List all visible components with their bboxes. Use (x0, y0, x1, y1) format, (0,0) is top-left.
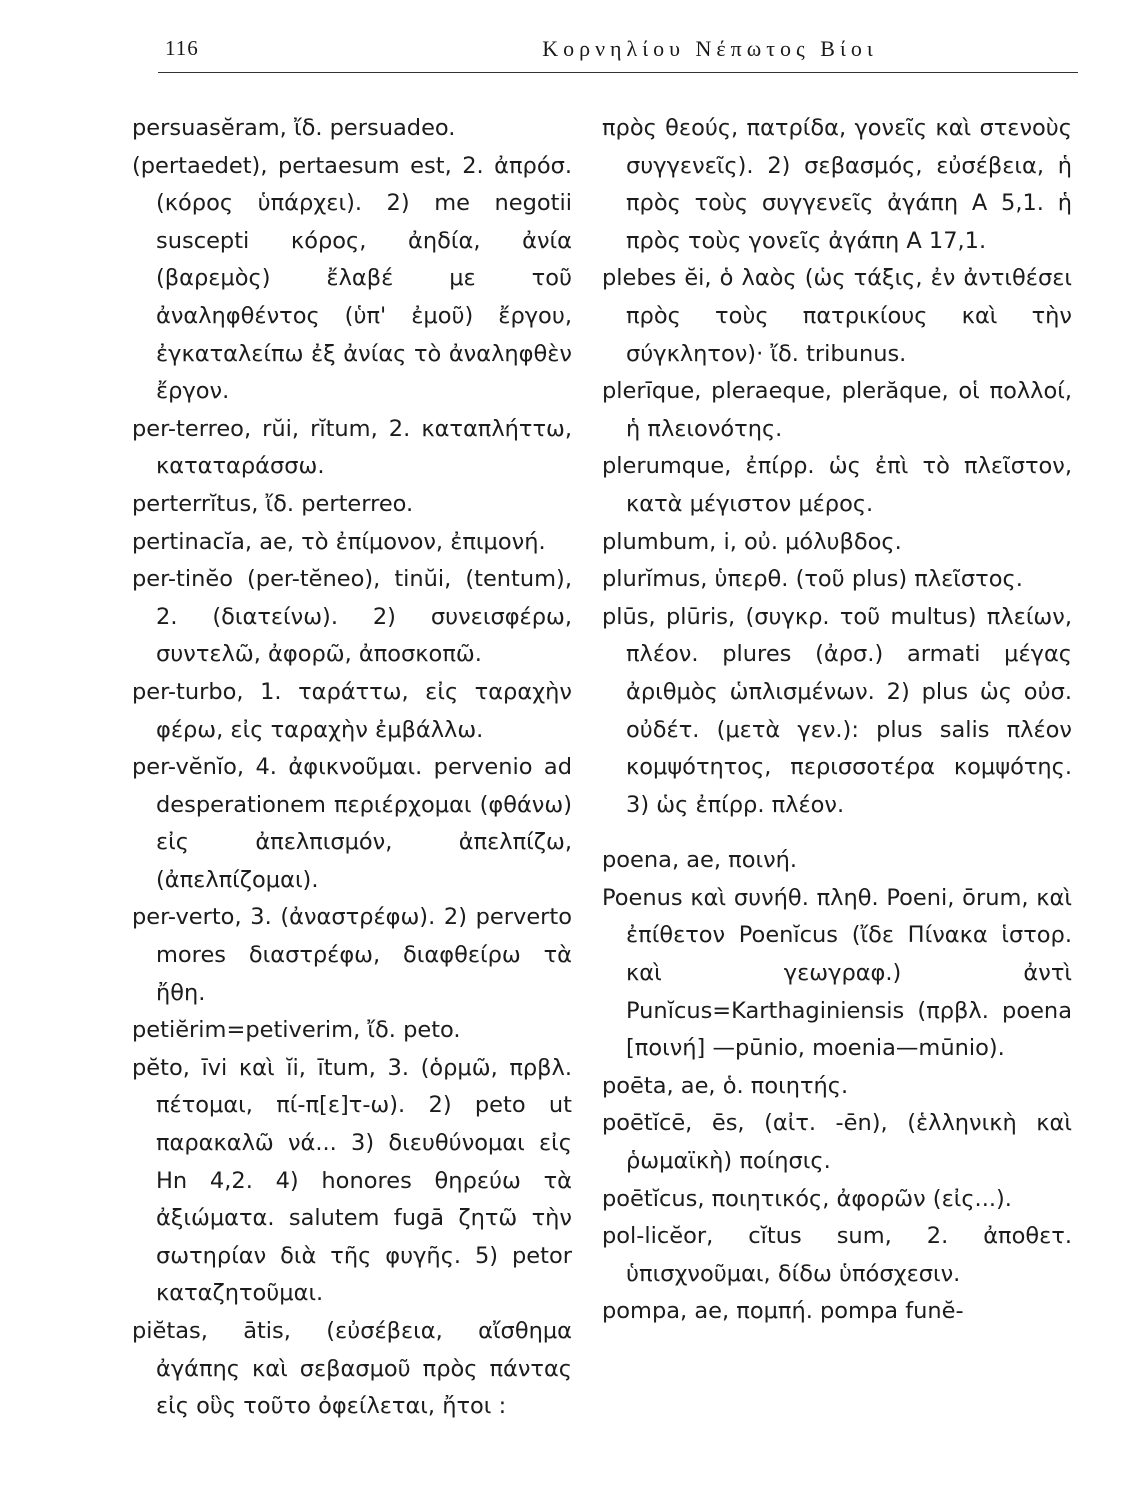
dictionary-entry: persuasĕram, ἴδ. persuadeo. (132, 115, 456, 141)
dictionary-entry: plumbum, i, οὐ. μόλυβδος. (602, 528, 902, 555)
dictionary-entry: plerumque, ἐπίρρ. ὡς ἐπὶ τὸ πλεῖστον, κατὰ μέγιστον μέρος. (602, 453, 1072, 517)
dictionary-entry: pertinacĭa, ae, τὸ ἐπίμονον, ἐπιμονή. (132, 528, 546, 555)
dictionary-entry: per-turbo, 1. ταράττω, εἰς ταραχὴν φέρω, εἰς ταραχὴν ἐμβάλλω. (132, 678, 572, 743)
dictionary-entry: πρὸς θεούς, πατρίδα, γονεῖς καὶ στενοὺς συγγενεῖς). 2) σεβασμός, εὐσέβεια, ἡ πρὸς τοὺς συγγενεῖς ἀγάπη A 5,1. ἡ πρὸς τοὺς γονεῖς ἀγάπη A 17,1. (602, 115, 1072, 254)
dictionary-entry: Poenus καὶ συνήθ. πληθ. Poeni, ōrum, καὶ ἐπίθετον Poenĭcus (ἴδε Πίνακα ἱστορ. καὶ γεωγραφ.) ἀντὶ Punĭcus=Karthaginiensis (πρβλ. poena [ποινή] —pūnio, moenia—mūnio). (602, 884, 1072, 1062)
dictionary-entry: (pertaedet), pertaesum est, 2. ἀπρόσ. (κόρος ὑπάρχει). 2) me negotii suscepti κόρος, ἀηδία, ἀνία (βαρεμὸς) ἔλαβέ με τοῦ ἀναληφθέντος (ὑπ' ἐμοῦ) ἔργου, ἐγκαταλείπω ἐξ ἀνίας τὸ ἀναληφθὲν ἔργον. (132, 152, 572, 405)
page-header (165, 36, 1080, 72)
dictionary-entry: petiĕrim=petiverim, ἴδ. peto. (132, 1017, 461, 1044)
dictionary-entry: pol-licĕor, cĭtus sum, 2. ἀποθετ. ὑπισχνοῦμαι, δίδω ὑπόσχεσιν. (602, 1223, 1072, 1287)
dictionary-entry: plerīque, pleraeque, plerăque, οἱ πολλοί, ἡ πλειονότης. (602, 378, 1072, 442)
dictionary-entry: pĕto, īvi καὶ ĭi, ītum, 3. (ὁρμῶ, πρβλ. πέτομαι, πί-π[ε]τ-ω). 2) peto ut παρακαλῶ νά... 3) διευθύνομαι εἰς Hn 4,2. 4) honores θηρεύω τὰ ἀξιώματα. salutem fugā ζητῶ τὴν σωτηρίαν διὰ τῆς φυγῆς. 5) petor καταζητοῦμαι. (132, 1054, 572, 1307)
dictionary-entry: per-vĕnĭo, 4. ἀφικνοῦμαι. pervenio ad desperationem περιέρχομαι (φθάνω) εἰς ἀπελπισμόν, ἀπελπίζω, (ἀπελπίζομαι). (132, 754, 572, 893)
dictionary-entry: pompa, ae, πομπή. pompa funĕ- (602, 1298, 964, 1325)
running-title: Κορνηλίου Νέπωτος Βίοι (542, 36, 878, 61)
dictionary-entry: per-tinĕo (per-tĕneo), tinŭi, (tentum), 2. (διατείνω). 2) συνεισφέρω, συντελῶ, ἀφορῶ, ἀποσκοπῶ. (132, 566, 572, 668)
right-column (602, 110, 1072, 1331)
dictionary-entry: poētĭcus, ποιητικός, ἀφορῶν (εἰς...). (602, 1185, 1012, 1212)
dictionary-entry: poena, ae, ποινή. (602, 847, 798, 874)
dictionary-entry: plebes ĕi, ὁ λαὸς (ὡς τάξις, ἐν ἀντιθέσει πρὸς τοὺς πατρικίους καὶ τὴν σύγκλητον)· ἴδ. tribunus. (602, 265, 1072, 367)
dictionary-entry: per-terreo, rŭi, rĭtum, 2. καταπλήττω, καταταράσσω. (132, 415, 572, 480)
left-column (132, 110, 572, 1426)
dictionary-entry: plūs, plūris, (συγκρ. τοῦ multus) πλείων, πλέον. plures (ἀρσ.) armati μέγας ἀριθμὸς ὡπλισμένων. 2) plus ὡς οὐσ. οὐδέτ. (μετὰ γεν.): plus salis πλέον κομψότητος, περισσοτέρα κομψότης. 3) ὡς ἐπίρρ. πλέον. (602, 603, 1072, 818)
dictionary-entry: perterrĭtus, ἴδ. perterreo. (132, 490, 414, 517)
dictionary-entry: piĕtas, ātis, (εὐσέβεια, αἴσθημα ἀγάπης καὶ σεβασμοῦ πρὸς πάντας εἰς οὓς τοῦτο ὀφείλεται, ἤτοι : (132, 1318, 572, 1420)
dictionary-entry: poētĭcē, ēs, (αἰτ. -ēn), (ἑλληνικὴ καὶ ῥωμαϊκὴ) ποίησις. (602, 1110, 1072, 1175)
dictionary-entry: per-verto, 3. (ἀναστρέφω). 2) perverto mores διαστρέφω, διαφθείρω τὰ ἤθη. (132, 904, 572, 1006)
header-rule (158, 72, 1078, 73)
dictionary-entry: poēta, ae, ὁ. ποιητής. (602, 1072, 849, 1099)
dictionary-entry: plurĭmus, ὑπερθ. (τοῦ plus) πλεῖστος. (602, 566, 1023, 593)
page-number: 116 (165, 36, 199, 60)
